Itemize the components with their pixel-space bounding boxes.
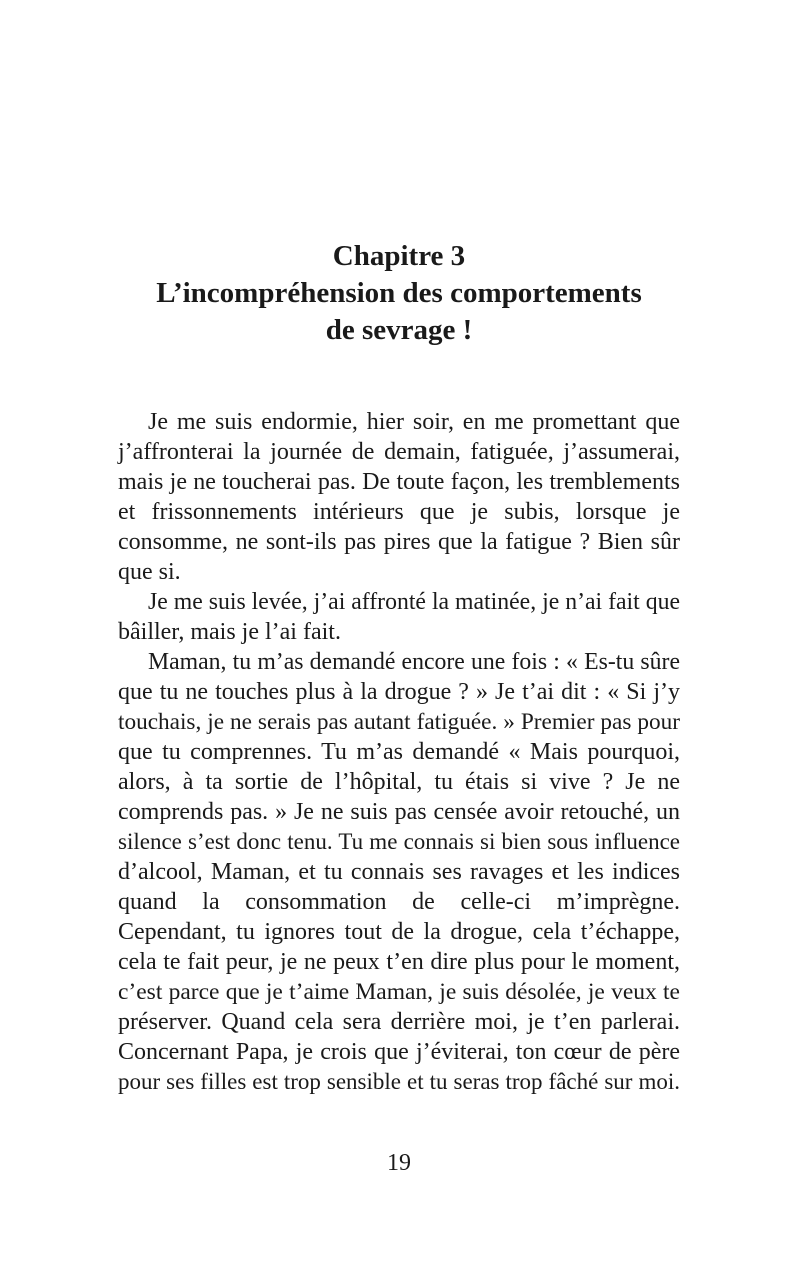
chapter-heading: [0, 238, 798, 349]
text-line: pour ses filles est trop sensible et tu seras trop fâché sur moi.: [118, 1069, 680, 1094]
chapter-number: Chapitre 3: [332, 240, 466, 272]
text-line: mais je ne toucherai pas. De toute façon, les tremblements: [118, 469, 680, 495]
text-line: quand la consommation de celle-ci m’imprègne.: [118, 889, 680, 915]
chapter-title-line-1: L’incompréhension des comportements: [156, 277, 642, 309]
page-number: 19: [387, 1150, 411, 1176]
chapter-title-line-2: de sevrage !: [325, 314, 473, 346]
text-line: Concernant Papa, je crois que j’éviterai, ton cœur de père: [118, 1039, 680, 1065]
text-line: que tu comprennes. Tu m’as demandé « Mais pourquoi,: [118, 739, 680, 765]
text-line: bâiller, mais je l’ai fait.: [118, 619, 341, 645]
text-line: cela te fait peur, je ne peux t’en dire plus pour le moment,: [118, 949, 680, 975]
text-line: Je me suis endormie, hier soir, en me promettant que: [148, 409, 680, 435]
text-line: d’alcool, Maman, et tu connais ses ravages et les indices: [118, 859, 680, 885]
text-line: préserver. Quand cela sera derrière moi, je t’en parlerai.: [118, 1009, 680, 1035]
body-text: [118, 407, 680, 1097]
text-line: j’affronterai la journée de demain, fatiguée, j’assumerai,: [118, 439, 680, 465]
text-line: c’est parce que je t’aime Maman, je suis désolée, je veux te: [118, 979, 680, 1005]
text-line: consomme, ne sont-ils pas pires que la fatigue ? Bien sûr: [118, 529, 680, 555]
text-line: silence s’est donc tenu. Tu me connais si bien sous influence: [118, 829, 680, 854]
text-line: Je me suis levée, j’ai affronté la matinée, je n’ai fait que: [148, 589, 680, 615]
text-line: Maman, tu m’as demandé encore une fois : « Es-tu sûre: [148, 649, 680, 675]
text-line: que si.: [118, 559, 181, 585]
text-line: alors, à ta sortie de l’hôpital, tu étais si vive ? Je ne: [118, 769, 680, 795]
text-line: touchais, je ne serais pas autant fatiguée. » Premier pas pour: [118, 709, 680, 735]
text-line: Cependant, tu ignores tout de la drogue, cela t’échappe,: [118, 919, 680, 945]
text-line: et frissonnements intérieurs que je subis, lorsque je: [118, 499, 680, 525]
text-line: comprends pas. » Je ne suis pas censée avoir retouché, un: [118, 799, 680, 825]
text-line: que tu ne touches plus à la drogue ? » Je t’ai dit : « Si j’y: [118, 679, 680, 705]
